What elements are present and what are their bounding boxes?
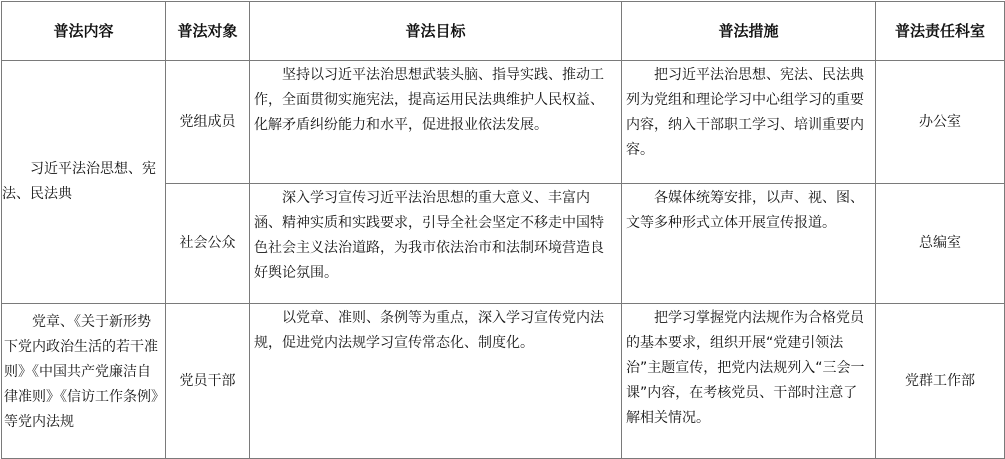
header-measures: 普法措施	[622, 2, 876, 61]
cell-measures: 把习近平法治思想、宪法、民法典列为党组和理论学习中心组学习的重要内容，纳入干部职工学习、培训重要内容。	[622, 61, 876, 184]
cell-dept: 办公室	[876, 61, 1005, 184]
cell-content: 习近平法治思想、宪法、民法典	[2, 61, 166, 304]
table-header-row	[2, 2, 1005, 61]
header-dept: 普法责任科室	[876, 2, 1005, 61]
cell-goal: 以党章、准则、条例等为重点，深入学习宣传党内法规，促进党内法规学习宣传常态化、制度化。	[250, 304, 622, 459]
cell-dept: 党群工作部	[876, 304, 1005, 459]
law-publicity-table	[1, 1, 1005, 459]
cell-measures: 各媒体统筹安排，以声、视、图、文等多种形式立体开展宣传报道。	[622, 184, 876, 304]
header-target: 普法对象	[166, 2, 250, 61]
cell-goal: 坚持以习近平法治思想武装头脑、指导实践、推动工作，全面贯彻实施宪法，提高运用民法典维护人民权益、化解矛盾纠纷能力和水平，促进报业依法发展。	[250, 61, 622, 184]
header-goal: 普法目标	[250, 2, 622, 61]
header-content: 普法内容	[2, 2, 166, 61]
cell-target: 党组成员	[166, 61, 250, 184]
cell-content: 党章、《关于新形势下党内政治生活的若干准则》《中国共产党廉洁自律准则》《信访工作条例》等党内法规	[2, 304, 166, 459]
table-row	[2, 61, 1005, 184]
cell-dept: 总编室	[876, 184, 1005, 304]
cell-measures: 把学习掌握党内法规作为合格党员的基本要求，组织开展“党建引领法治”主题宣传，把党内法规列入“三会一课”内容，在考核党员、干部时注意了解相关情况。	[622, 304, 876, 459]
cell-goal: 深入学习宣传习近平法治思想的重大意义、丰富内涵、精神实质和实践要求，引导全社会坚定不移走中国特色社会主义法治道路，为我市依法治市和法制环境营造良好舆论氛围。	[250, 184, 622, 304]
cell-target: 党员干部	[166, 304, 250, 459]
cell-target: 社会公众	[166, 184, 250, 304]
table-row	[2, 304, 1005, 459]
